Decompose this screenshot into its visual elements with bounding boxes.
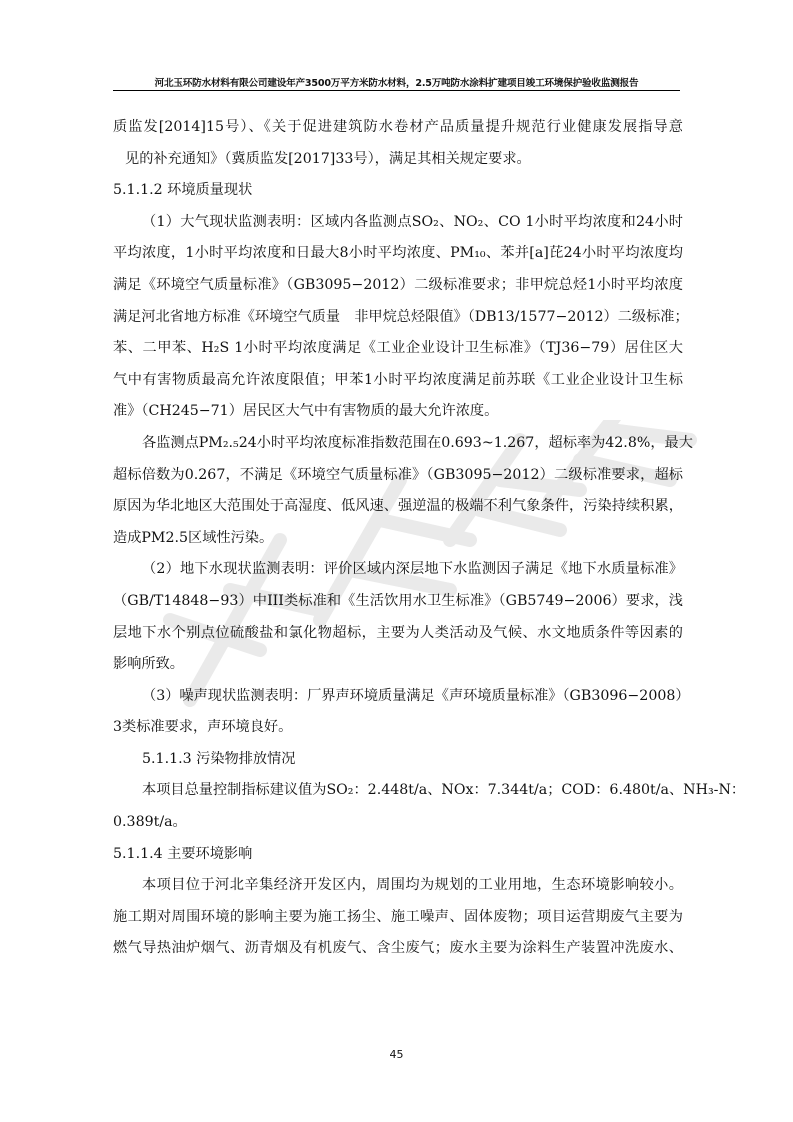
text-line: 满足《环境空气质量标准》（GB3095−2012）二级标准要求；非甲烷总烃1小时平均浓度: [113, 276, 683, 293]
text-line: 层地下水个别点位硫酸盐和氯化物超标，主要为人类活动及气候、水文地质条件等因素的: [113, 624, 683, 641]
section-heading: 5.1.1.3 污染物排放情况: [142, 750, 296, 767]
report-header: 河北玉环防水材料有限公司建设年产3500万平方米防水材料，2.5万吨防水涂料扩建项目竣工环境保护验收监测报告: [154, 78, 639, 89]
text-line: 施工期对周围环境的影响主要为施工扬尘、施工噪声、固体废物；项目运营期废气主要为: [113, 908, 683, 925]
text-line: 本项目总量控制指标建议值为SO₂：2.448t/a、NOx：7.344t/a；COD：6.480t/a、NH₃-N：: [142, 782, 746, 799]
text-line: 各监测点PM₂.₅24小时平均浓度标准指数范围在0.693~1.267，超标率为42.8%，最大: [142, 434, 693, 451]
text-line: 准》（CH245−71）居民区大气中有害物质的最大允许浓度。: [113, 403, 499, 420]
paragraph-standards-compliance: [113, 112, 683, 175]
text-line: 3类标准要求，声环境良好。: [113, 719, 293, 736]
paragraph-groundwater: [113, 554, 683, 680]
text-line: 超标倍数为0.267，不满足《环境空气质量标准》（GB3095−2012）二级标准要求，超标: [113, 466, 683, 483]
paragraph-pm25: [113, 428, 693, 554]
paragraph-noise: [113, 681, 690, 744]
text-line: 影响所致。: [113, 656, 184, 673]
text-line: （2）地下水现状监测表明：评价区域内深层地下水监测因子满足《地下水质量标准》: [142, 561, 683, 578]
text-line: 原因为华北地区大范围处于高湿度、低风速、强逆温的极端不利气象条件，污染持续积累，: [113, 498, 683, 515]
text-line: 0.389t/a。: [113, 814, 187, 831]
text-line: 平均浓度，1小时平均浓度和日最大8小时平均浓度、PM₁₀、苯并[a]芘24小时平均浓度均: [113, 245, 683, 262]
paragraph-emissions: [113, 775, 746, 838]
paragraph-air-quality: [113, 207, 689, 428]
text-line: 本项目位于河北辛集经济开发区内，周围均为规划的工业用地，生态环境影响较小。: [142, 877, 683, 894]
text-line: 质监发[2014]15号）、《关于促进建筑防水卷材产品质量提升规范行业健康发展指导意: [113, 119, 683, 135]
text-line: 苯、二甲苯、H₂S 1小时平均浓度满足《工业企业设计卫生标准》（TJ36−79）居住区大: [113, 340, 683, 357]
text-line: 气中有害物质最高允许浓度限值；甲苯1小时平均浓度满足前苏联《工业企业设计卫生标: [113, 371, 683, 388]
page-number: 45: [389, 1048, 404, 1061]
text-line: 造成PM2.5区域性污染。: [113, 529, 274, 546]
text-line: （1）大气现状监测表明：区域内各监测点SO₂、NO₂、CO 1小时平均浓度和24小时: [142, 213, 683, 230]
section-heading: 5.1.1.4 主要环境影响: [113, 845, 253, 862]
section-heading: 5.1.1.2 环境质量现状: [113, 182, 253, 199]
header-rule: [113, 90, 680, 91]
text-line: 燃气导热油炉烟气、沥青烟及有机废气、含尘废气；废水主要为涂料生产装置冲洗废水、: [113, 940, 683, 957]
text-line: （3）噪声现状监测表明：厂界声环境质量满足《声环境质量标准》（GB3096−2008）: [142, 687, 690, 704]
page-body: [113, 112, 746, 965]
text-line: 见的补充通知》（冀质监发[2017]33号），满足其相关规定要求。: [125, 150, 531, 167]
text-line: （GB/T14848−93）中III类标准和《生活饮用水卫生标准》（GB5749−2006）要求，浅: [113, 592, 683, 609]
text-line: 满足河北省地方标准《环境空气质量 非甲烷总烃限值》（DB13/1577−2012）二级标准；: [113, 308, 689, 325]
paragraph-main-impacts: [113, 870, 683, 965]
